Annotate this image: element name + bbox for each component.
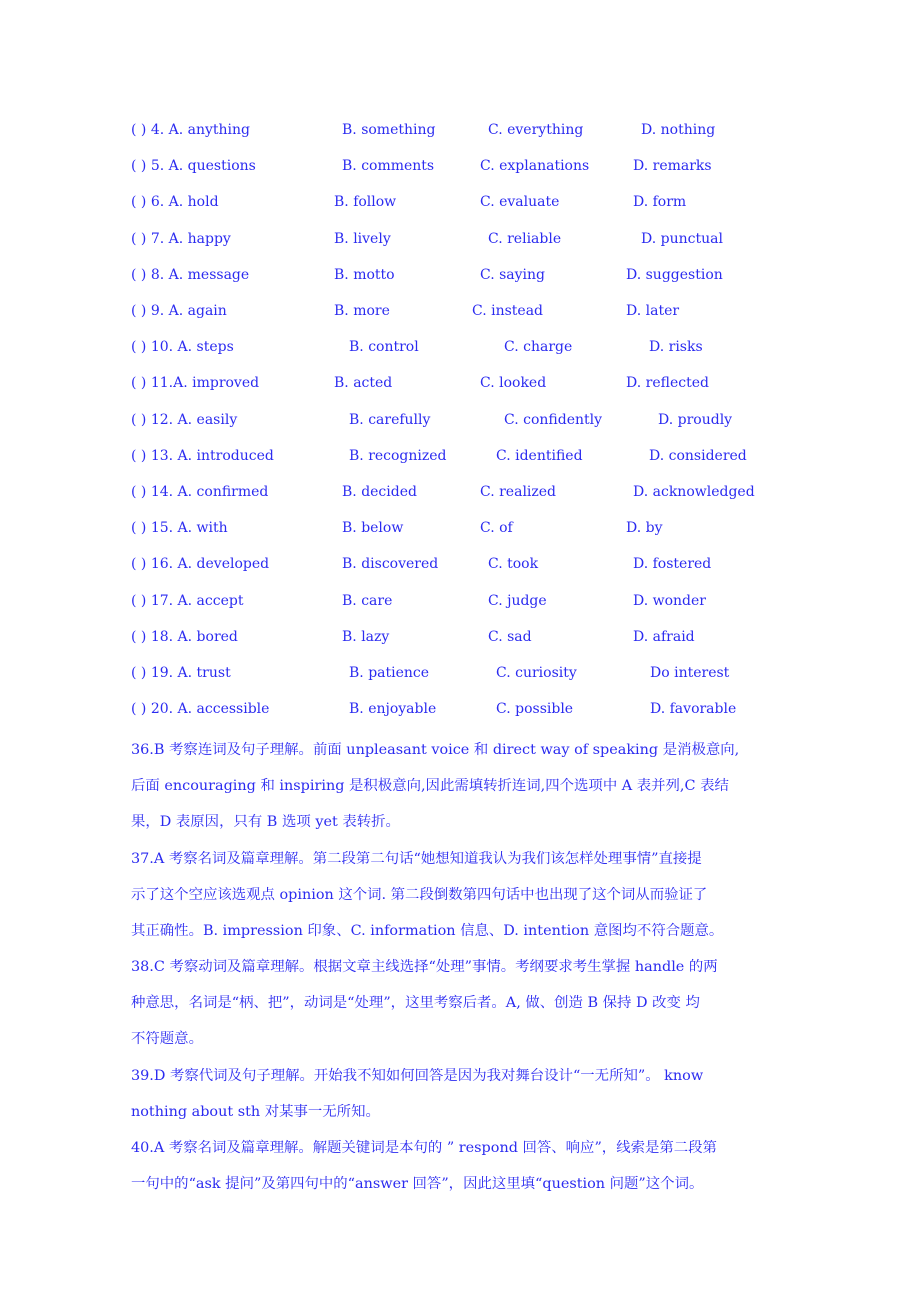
question-row <box>0 300 920 322</box>
question-option-d: D. fostered <box>633 556 712 573</box>
question-row <box>0 336 920 358</box>
question-option-a: ( ) 18. A. bored <box>131 628 238 645</box>
question-option-c: C. saying <box>480 266 546 283</box>
explanation-line: 不符题意。 <box>131 1031 203 1048</box>
question-option-a: ( ) 20. A. accessible <box>131 701 270 718</box>
explanation-paragraph <box>131 1130 796 1202</box>
question-option-b: B. patience <box>349 665 430 681</box>
question-option-c: C. evaluate <box>480 194 560 211</box>
question-option-c: C. looked <box>480 375 547 392</box>
question-option-c: C. reliable <box>488 230 562 247</box>
question-option-d: Do interest <box>650 665 730 681</box>
question-option-d: D. considered <box>649 447 747 464</box>
explanation-line: 后面 encouraging 和 inspiring 是积极意向,因此需填转折连词,四个选项中 A 表并列,C 表结 <box>131 778 729 795</box>
question-option-c: C. curiosity <box>496 665 577 681</box>
question-option-c: C. of <box>480 520 513 537</box>
explanation-paragraph <box>131 1058 796 1130</box>
explanation-paragraph <box>131 732 796 841</box>
question-row <box>0 228 920 250</box>
question-option-c: C. everything <box>488 122 584 138</box>
question-option-a: ( ) 9. A. again <box>131 303 227 319</box>
explanation-line: 果，D 表原因，只有 B 选项 yet 表转折。 <box>131 814 400 831</box>
question-option-c: C. judge <box>488 592 547 609</box>
question-option-a: ( ) 12. A. easily <box>131 411 238 428</box>
question-option-b: B. recognized <box>349 447 447 464</box>
explanation-line: 38.C 考察动词及篇章理解。根据文章主线选择“处理”事情。考纲要求考生掌握 handle 的两 <box>131 959 718 975</box>
question-option-a: ( ) 14. A. confirmed <box>131 484 269 500</box>
explanation-line: 40.A 考察名词及篇章理解。解题关键词是本句的 ” respond 回答、响应”，线索是第二段第 <box>131 1140 717 1156</box>
question-option-b: B. something <box>342 122 436 138</box>
question-option-d: D. risks <box>649 339 703 356</box>
question-option-d: D. nothing <box>641 122 716 138</box>
question-row <box>0 155 920 177</box>
question-option-d: D. acknowledged <box>633 484 755 500</box>
question-row <box>0 409 920 431</box>
question-option-c: C. charge <box>504 339 573 356</box>
explanation-paragraph <box>131 949 796 1058</box>
question-row <box>0 372 920 394</box>
question-row <box>0 264 920 286</box>
question-option-d: D. wonder <box>633 592 706 609</box>
question-option-b: B. below <box>342 520 404 537</box>
question-option-a: ( ) 10. A. steps <box>131 339 234 356</box>
question-option-a: ( ) 4. A. anything <box>131 122 251 138</box>
question-option-a: ( ) 8. A. message <box>131 266 250 283</box>
question-option-a: ( ) 17. A. accept <box>131 592 244 609</box>
question-option-c: C. realized <box>480 484 557 500</box>
question-row <box>0 445 920 467</box>
question-option-b: B. control <box>349 339 419 356</box>
question-option-b: B. discovered <box>342 556 439 573</box>
question-option-d: D. form <box>633 194 687 211</box>
question-option-b: B. comments <box>342 158 435 175</box>
question-row <box>0 553 920 575</box>
question-option-b: B. lazy <box>342 628 390 645</box>
question-option-d: D. afraid <box>633 628 695 645</box>
question-option-b: B. carefully <box>349 411 431 428</box>
question-option-c: C. possible <box>496 701 574 718</box>
question-row <box>0 626 920 648</box>
question-row <box>0 119 920 141</box>
question-option-d: D. suggestion <box>626 266 723 283</box>
question-option-c: C. identified <box>496 447 583 464</box>
question-option-b: B. follow <box>334 194 397 211</box>
question-option-b: B. enjoyable <box>349 701 437 718</box>
question-option-c: C. took <box>488 556 539 573</box>
question-option-b: B. lively <box>334 230 391 247</box>
question-option-a: ( ) 5. A. questions <box>131 158 256 175</box>
question-option-b: B. care <box>342 592 393 609</box>
question-option-a: ( ) 16. A. developed <box>131 556 270 573</box>
question-option-d: D. favorable <box>650 701 737 718</box>
question-option-c: C. sad <box>488 628 532 645</box>
question-option-d: D. remarks <box>633 158 712 175</box>
explanation-line: 37.A 考察名词及篇章理解。第二段第二句话“她想知道我认为我们该怎样处理事情”直接提 <box>131 851 702 867</box>
question-option-b: B. more <box>334 303 390 319</box>
question-row <box>0 662 920 684</box>
explanation-line: 39.D 考察代词及句子理解。开始我不知如何回答是因为我对舞台设计“一无所知”。 know <box>131 1068 704 1084</box>
question-option-c: C. instead <box>472 303 544 319</box>
question-row <box>0 698 920 720</box>
question-option-d: D. by <box>626 520 663 537</box>
question-option-d: D. proudly <box>658 411 733 428</box>
question-row <box>0 517 920 539</box>
question-option-a: ( ) 6. A. hold <box>131 194 219 211</box>
question-option-a: ( ) 13. A. introduced <box>131 447 274 464</box>
question-option-b: B. acted <box>334 375 393 392</box>
explanation-paragraph <box>131 841 796 950</box>
question-option-a: ( ) 7. A. happy <box>131 230 231 247</box>
explanation-line: 一句中的“ask 提问”及第四句中的“answer 回答”，因此这里填“question 问题”这个词。 <box>131 1176 704 1193</box>
question-option-a: ( ) 15. A. with <box>131 520 228 537</box>
explanation-line: nothing about sth 对某事一无所知。 <box>131 1104 380 1121</box>
explanation-line: 种意思，名词是“柄、把”，动词是“处理”，这里考察后者。A, 做、创造 B 保持 D 改变 均 <box>131 995 700 1012</box>
question-row <box>0 590 920 612</box>
question-option-b: B. decided <box>342 484 417 500</box>
question-row <box>0 191 920 213</box>
question-option-c: C. explanations <box>480 158 590 175</box>
question-option-a: ( ) 19. A. trust <box>131 665 231 681</box>
question-option-d: D. reflected <box>626 375 709 392</box>
question-row <box>0 481 920 503</box>
question-option-a: ( ) 11.A. improved <box>131 375 260 392</box>
question-option-b: B. motto <box>334 266 395 283</box>
explanation-line: 36.B 考察连词及句子理解。前面 unpleasant voice 和 direct way of speaking 是消极意向, <box>131 742 740 758</box>
explanation-line: 示了这个空应该选观点 opinion 这个词. 第二段倒数第四句话中也出现了这个词从而验证了 <box>131 887 708 904</box>
question-option-d: D. punctual <box>641 230 723 247</box>
question-option-d: D. later <box>626 303 680 319</box>
question-option-c: C. confidently <box>504 411 603 428</box>
explanation-line: 其正确性。B. impression 印象、C. information 信息、D. intention 意图均不符合题意。 <box>131 923 724 940</box>
